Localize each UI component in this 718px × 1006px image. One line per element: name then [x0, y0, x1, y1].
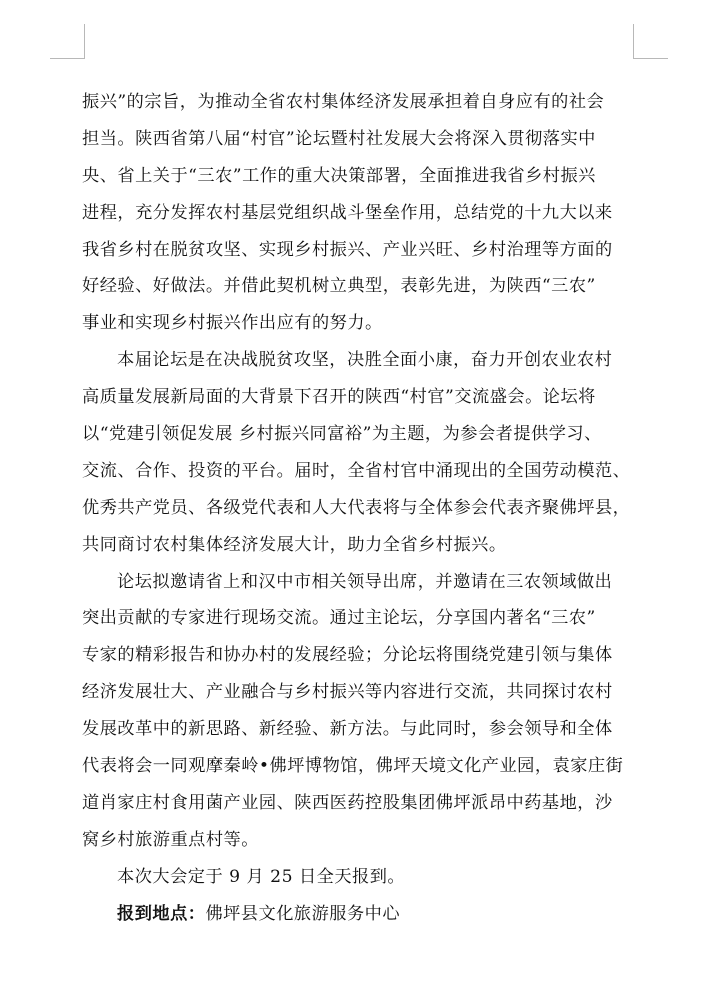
text-line: 代表将会一同观摩秦岭•佛坪博物馆，佛坪天境文化产业园，袁家庄街 [82, 756, 624, 777]
registration-label: 报到地点： [117, 903, 206, 924]
text-line: 央、省上关于“三农”工作的重大决策部署，全面推进我省乡村振兴 [82, 165, 596, 186]
registration-location [82, 896, 638, 933]
registration-value: 佛坪县文化旅游服务中心 [205, 903, 401, 924]
text-line: 振兴”的宗旨，为推动全省农村集体经济发展承担着自身应有的社会 [82, 92, 605, 112]
paragraph-3 [82, 564, 638, 859]
text-line: 本次大会定于 9 月 25 日全天报到。 [117, 866, 406, 887]
crop-mark-top-right [633, 24, 668, 59]
text-line: 担当。陕西省第八届“村官”论坛暨村社发展大会将深入贯彻落实中 [82, 128, 596, 149]
document-body [82, 84, 638, 932]
text-line: 以“党建引领促发展 乡村振兴同富裕”为主题，为参会者提供学习、 [82, 424, 602, 445]
text-line: 优秀共产党员、各级党代表和人大代表将与全体参会代表齐聚佛坪县， [82, 497, 631, 518]
text-line: 窝乡村旅游重点村等。 [82, 829, 259, 850]
crop-mark-top-left [50, 24, 85, 59]
text-line: 专家的精彩报告和协办村的发展经验；分论坛将围绕党建引领与集体 [82, 645, 613, 666]
paragraph-2 [82, 342, 638, 563]
paragraph-4 [82, 859, 638, 896]
text-line: 共同商讨农村集体经济发展大计，助力全省乡村振兴。 [82, 534, 507, 555]
text-line: 发展改革中的新思路、新经验、新方法。与此同时，参会领导和全体 [82, 719, 613, 740]
text-line: 本届论坛是在决战脱贫攻坚，决胜全面小康，奋力开创农业农村 [117, 350, 613, 371]
text-line: 我省乡村在脱贫攻坚、实现乡村振兴、产业兴旺、乡村治理等方面的 [82, 239, 613, 260]
text-line: 经济发展壮大、产业融合与乡村振兴等内容进行交流，共同探讨农村 [82, 682, 613, 703]
text-line: 高质量发展新局面的大背景下召开的陕西“村官”交流盛会。论坛将 [82, 387, 596, 408]
text-line: 论坛拟邀请省上和汉中市相关领导出席，并邀请在三农领域做出 [117, 571, 613, 592]
paragraph-1 [82, 84, 638, 342]
text-line: 交流、合作、投资的平台。届时，全省村官中涌现出的全国劳动模范、 [82, 460, 631, 481]
text-line: 突出贡献的专家进行现场交流。通过主论坛，分享国内著名“三农” [82, 608, 596, 629]
text-line: 好经验、好做法。并借此契机树立典型，表彰先进，为陕西“三农” [82, 276, 596, 297]
text-line: 进程，充分发挥农村基层党组织战斗堡垒作用，总结党的十九大以来 [82, 202, 613, 223]
text-line: 道肖家庄村食用菌产业园、陕西医药控股集团佛坪派昂中药基地，沙 [82, 792, 613, 813]
text-line: 事业和实现乡村振兴作出应有的努力。 [82, 313, 383, 334]
